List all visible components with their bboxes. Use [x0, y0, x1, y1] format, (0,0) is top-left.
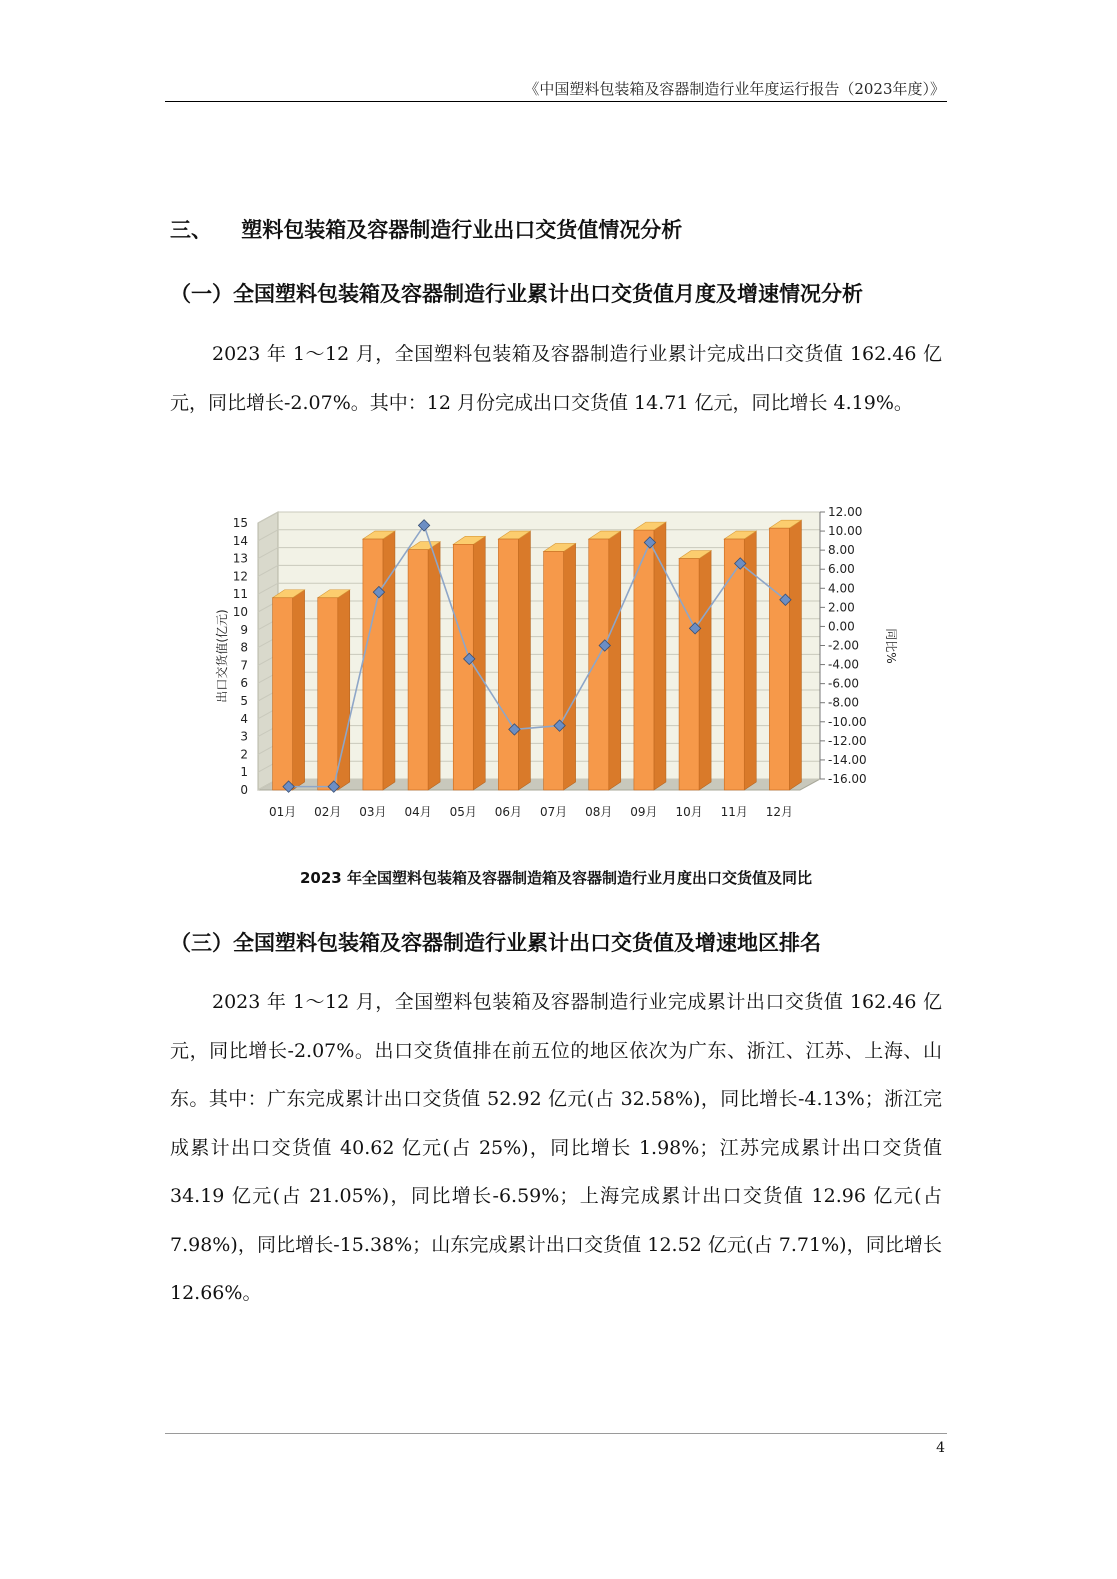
x-tick-label: 01月	[268, 805, 297, 819]
bar-side	[699, 551, 711, 790]
y-tick-label: 10	[232, 605, 248, 619]
bar	[589, 539, 609, 790]
y-tick-label: 5	[240, 694, 248, 708]
y2-tick-label: 10.00	[828, 524, 863, 539]
y-tick-label: 9	[240, 622, 248, 637]
bar	[363, 539, 383, 790]
bar-side	[473, 536, 485, 790]
bar-side	[564, 543, 576, 790]
y-tick-label: 13	[232, 551, 248, 566]
bar	[408, 550, 428, 790]
subsection-title-1: （一）全国塑料包装箱及容器制造行业累计出口交货值月度及增速情况分析	[170, 282, 863, 306]
bar-side	[518, 531, 530, 790]
page-number: 4	[936, 1440, 945, 1456]
bar	[498, 539, 518, 790]
y-tick-label: 3	[240, 729, 248, 744]
running-header: 《中国塑料包装箱及容器制造行业年度运行报告（2023年度）》	[524, 80, 945, 98]
y-tick-label: 1	[240, 765, 248, 780]
y-tick-label: 11	[232, 587, 248, 602]
paragraph-1: 2023 年 1～12 月，全国塑料包装箱及容器制造行业累计完成出口交货值 162.46 亿元，同比增长-2.07%。其中：12 月份完成出口交货值 14.71 亿元，同比增长 4.19%。	[170, 343, 942, 414]
y-tick-label: 4	[240, 711, 248, 726]
y2-tick-label: 2.00	[828, 600, 855, 615]
y-tick-label: 15	[232, 516, 248, 530]
y2-tick-label: -2.00	[828, 638, 860, 653]
subsection-title-3: （三）全国塑料包装箱及容器制造行业累计出口交货值及增速地区排名	[170, 931, 821, 955]
x-tick-label: 05月	[449, 805, 477, 819]
chart-caption: 2023 年全国塑料包装箱及容器制造箱及容器制造行业月度出口交货值及同比	[300, 869, 812, 887]
y-tick-label: 14	[232, 533, 248, 548]
y-tick-label: 0	[240, 783, 248, 797]
y-tick-label: 7	[240, 658, 248, 673]
x-tick-label: 06月	[494, 805, 523, 819]
bar	[453, 544, 473, 790]
y-tick-label: 8	[240, 640, 248, 655]
bar-side	[744, 531, 756, 790]
x-tick-label: 03月	[359, 805, 387, 819]
bar-side	[789, 520, 801, 790]
y2-tick-label: -16.00	[828, 772, 867, 786]
bar	[769, 528, 789, 790]
bar	[273, 598, 293, 790]
y-tick-label: 2	[240, 747, 248, 762]
x-tick-label: 07月	[539, 805, 568, 819]
footer-rule	[165, 1433, 947, 1434]
x-tick-label: 11月	[720, 805, 748, 819]
y-tick-label: 12	[232, 569, 248, 584]
y2-tick-label: -6.00	[828, 676, 860, 691]
bar	[634, 530, 654, 790]
y2-tick-label: 12.00	[828, 505, 863, 519]
y2-tick-label: -14.00	[828, 752, 867, 767]
y2-tick-label: -10.00	[828, 714, 867, 729]
y2-tick-label: -8.00	[828, 695, 860, 710]
bar	[544, 551, 564, 790]
bar-side	[293, 590, 305, 790]
y2-axis-label: 同比%	[884, 628, 898, 664]
y2-tick-label: 8.00	[828, 543, 855, 558]
y-tick-label: 6	[240, 676, 248, 691]
y2-tick-label: 4.00	[828, 581, 855, 596]
x-tick-label: 04月	[404, 805, 432, 819]
x-tick-label: 08月	[585, 805, 613, 819]
y2-tick-label: 6.00	[828, 562, 855, 577]
bar	[318, 598, 338, 790]
y2-tick-label: -4.00	[828, 657, 860, 672]
bar	[724, 539, 744, 790]
y-axis-label: 出口交货值(亿元)	[215, 609, 229, 703]
y2-tick-label: 0.00	[828, 619, 855, 634]
header-rule	[165, 101, 947, 102]
export-value-chart	[190, 495, 910, 835]
paragraph-2: 2023 年 1～12 月，全国塑料包装箱及容器制造行业完成累计出口交货值 162.46 亿元，同比增长-2.07%。出口交货值排在前五位的地区依次为广东、浙江、江苏、上海、山东。其中：广东完成累计出口交货值 52.92 亿元(占 32.58%)，同比增长-4.13%；浙江完成累计出口交货值 40.62 亿元(占 25%)，同比增长 1.98%；江苏完成累计出口交货值 34.19 亿元(占 21.05%)，同比增长-6.59%；上海完成累计出口交货值 12.96 亿元(占 7.98%)，同比增长-15.38%；山东完成累计出口交货值 12.52 亿元(占 7.71%)，同比增长 12.66%。	[170, 991, 942, 1304]
x-tick-label: 09月	[630, 805, 658, 819]
x-tick-label: 02月	[314, 805, 342, 819]
y2-tick-label: -12.00	[828, 733, 867, 748]
section-title: 三、 塑料包装箱及容器制造行业出口交货值情况分析	[170, 218, 683, 242]
x-tick-label: 10月	[675, 805, 703, 819]
bar-side	[428, 542, 440, 790]
bar	[679, 559, 699, 790]
x-tick-label: 12月	[765, 805, 794, 819]
bar-side	[609, 531, 621, 790]
